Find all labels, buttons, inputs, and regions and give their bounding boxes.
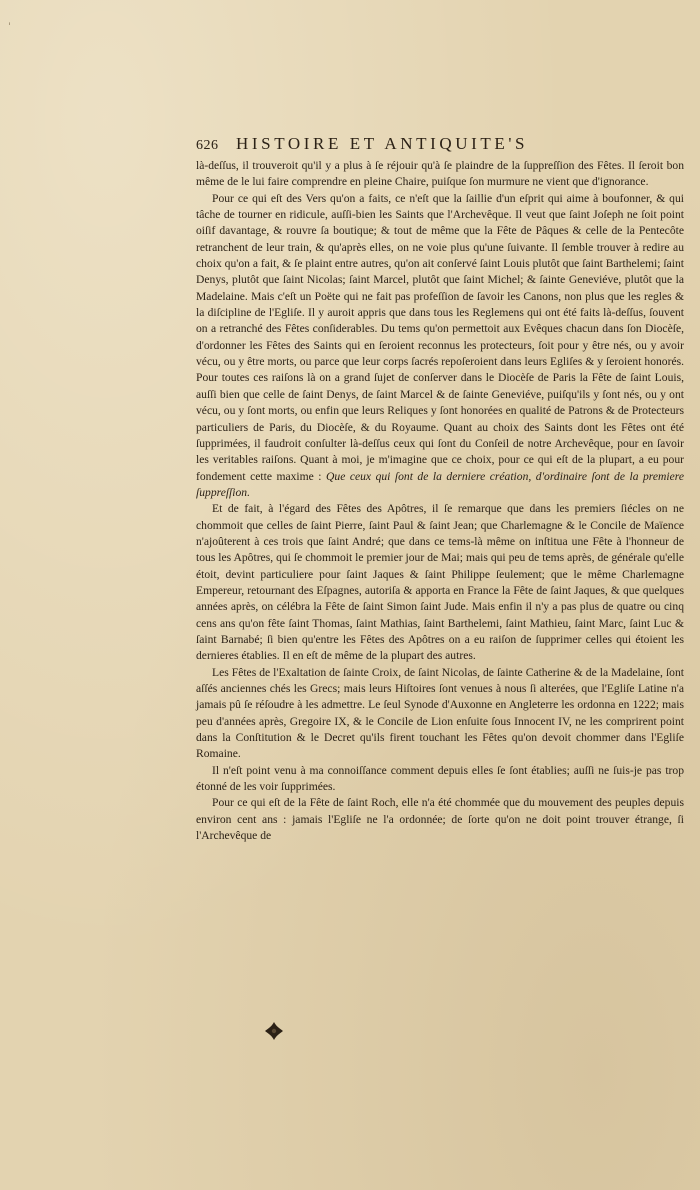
paragraph-5: [196, 763, 684, 796]
paragraph-text: là-deſſus, il trouveroit qu'il y a plus à ſe réjouir qu'à ſe plaindre de la ſuppreſſion des Fêtes. Il ſeroit bon même de le lui faire comprendre en pleine Chaire, puiſque ſon murmure ne vient que d'ignorance.: [196, 159, 684, 189]
page-header: [196, 134, 686, 156]
paragraph-3: [196, 501, 684, 664]
fleuron-ornament: [263, 1020, 285, 1042]
paragraph-text: Et de fait, à l'égard des Fêtes des Apôtres, il ſe remarque que dans les premiers ſiécles on ne chommoit que celles de ſaint Pierre, ſaint Paul & ſaint Jean; que Charlemagne & le Concile de Maïence n'ajoûterent à ces trois que ſaint André; que dans ce tems-là même on inſtitua une Fête à l'honneur de tous les Apôtres, qui ſe chommoit le premier jour de Mai; mais qui peu de tems après, de générale qu'elle étoit, devint particuliere pour ſaint Jaques & ſaint Philippe ſeulement; que le même Charlemagne Empereur, retournant des Eſpagnes, autoriſa & apporta en France la Fête de ſaint Jaques, & que quelques années après, on célébra la Fête de ſaint Simon ſaint Jude. Mais enfin il n'y a pas plus de quatre ou cinq cens ans qu'on fête ſaint Thomas, ſaint Mathias, ſaint Barthelemi, ſaint Mathieu, ſaint Marc, ſaint Luc & ſaint Barnabé; ſi bien qu'entre les Fêtes des Apôtres on a eu raiſon de ſupprimer celles qui étoient les dernieres établies. Il en eſt de même de la plupart des autres.: [196, 502, 684, 663]
italic-maxim: Que ceux qui ſont de la derniere création, d'ordinaire ſont de la premiere ſuppreſſion.: [196, 469, 684, 499]
paragraph-1: [196, 158, 684, 191]
running-title: HISTOIRE ET ANTIQUITE'S: [236, 134, 529, 153]
edge-specks: ˈ: [8, 22, 11, 33]
paragraph-2: [196, 191, 684, 502]
paragraph-4: [196, 665, 684, 763]
paragraph-text: Il n'eſt point venu à ma connoiſſance comment depuis elles ſe ſont établies; auſſi ne ſuis-je pas trop étonné de les voir ſupprimées.: [196, 763, 684, 794]
page-number: 626: [196, 138, 219, 153]
paragraph-text: Les Fêtes de l'Exaltation de ſainte Croix, de ſaint Nicolas, de ſainte Catherine & de la Madelaine, ſont aſſés anciennes chés les Grecs; mais leurs Hiſtoires ſont venues à nous ſi alterées, que l'Egliſe Latine n'a jamais pû ſe réſoudre à les admettre. Le ſeul Synode d'Auxonne en Angleterre les ordonna en 1222; mais peu d'années après, Gregoire IX, & le Concile de Lion enſuite ſous Innocent IV, ne les comprirent point dans la Conſtitution & le Decret qu'ils firent touchant les Fêtes qu'on devoit chommer dans l'Egliſe Romaine.: [196, 665, 684, 761]
paragraph-text: Pour ce qui eſt des Vers qu'on a faits, ce n'eſt que la ſaillie d'un eſprit qui aime à boufonner, & qui tâche de tourner en ridicule, auſſi-bien les Saints que l'Archevêque. Il veut que ſaint Joſeph ne ſoit point oiſif davantage, & rouvre ſa boutique; & tout de même que la Fête de Pâques & celle de la Pentecôte retranchent de leur train, & qu'après elles, on ne voie plus qu'une ſuivante. Il ſemble trouver à redire au choix qu'on a fait, & ſe plaint entre autres, qu'on ait conſervé ſaint Louis plutôt que ſaint Barthelemi; ſaint Denys, plutôt que ſaint Nicolas; ſaint Marcel, plutôt que ſaint Michel; & ſainte Geneviéve, plutôt que la Madelaine. Mais c'eſt un Poëte qui ne fait pas profeſſion de ſavoir les Canons, non plus que les regles & la diſcipline de l'Egliſe. Il y auroit appris que dans tous les Reglemens qui ont été faits là-deſſus, ſouvent on a retranché des Fêtes conſiderables. Du tems qu'on permettoit aux Evêques chacun dans ſon Diocèſe, d'ordonner les Fêtes des Saints qui en ſeroient reconnus les protecteurs, ſoit pour y être nés, ou y avoir vécu, ou y être morts, ou parce que leur corps ſacrés repoſeroient dans leurs Egliſes & y ſeroient honorés. Pour toutes ces raiſons là on a grand ſujet de conſerver dans le Diocèſe de Paris la Fête de ſaint Louis, auſſi bien que celle de ſaint Denys, de ſaint Marcel & de ſainte Geneviéve, puiſqu'ils y ſont nés, ou y ont vécu, ou y ſont morts, ou enfin que leurs Reliques y ſont honorées en qualité de Patrons & de Protecteurs particuliers de Paris, du Diocèſe, & du Royaume. Quant au choix des Saints dont les Fêtes ont été ſupprimées, il faudroit conſulter là-deſſus ceux qui ſont du Conſeil de notre Archevêque, pour en ſavoir les veritables raiſons. Quant à moi, je m'imagine que ce choix, pour ce qui eſt de la plupart, a eu pour fondement cette maxime :: [196, 191, 684, 483]
paragraph-6: [196, 795, 684, 844]
paragraph-text: Pour ce qui eſt de la Fête de ſaint Roch, elle n'a été chommée que du mouvement des peuples depuis environ cent ans : jamais l'Egliſe ne l'a ordonnée; de ſorte qu'on ne doit point trouver étrange, ſi l'Archevêque de: [196, 796, 684, 843]
body-text: [196, 158, 684, 844]
